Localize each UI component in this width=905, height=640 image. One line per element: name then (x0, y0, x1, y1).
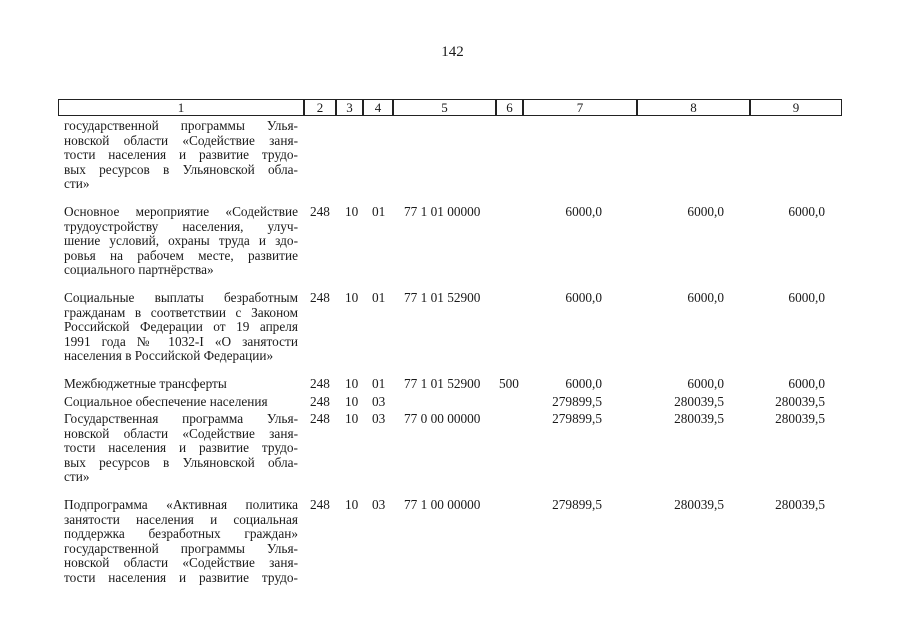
text-line: новской области «Содействие заня- (64, 132, 298, 148)
cell-col-5: 77 1 01 52900 (404, 290, 481, 305)
cell-col-7: 279899,5 (552, 497, 602, 512)
cell-col-7: 6000,0 (565, 290, 602, 305)
text-line: государственной программы Улья- (64, 118, 298, 133)
cell-col-4: 01 (372, 290, 386, 305)
cell-col-2: 248 (310, 290, 330, 305)
cell-col-7: 6000,0 (565, 204, 602, 219)
table-row-name (64, 205, 298, 278)
table-row-name (64, 498, 298, 586)
cell-col-3: 10 (345, 411, 359, 426)
cell-col-9: 280039,5 (775, 394, 825, 409)
cell-col-8: 280039,5 (674, 497, 724, 512)
cell-col-5: 77 1 01 52900 (404, 376, 481, 391)
text-line: 1991 года № 1032-I «О занятости (64, 333, 298, 349)
header-col-9: 9 (750, 99, 842, 116)
cell-col-4: 03 (372, 411, 386, 426)
cell-col-7: 6000,0 (565, 376, 602, 391)
cell-col-8: 6000,0 (687, 204, 724, 219)
cell-col-4: 03 (372, 394, 386, 409)
text-line: поддержка безработных граждан» (64, 526, 298, 542)
header-col-4: 4 (363, 99, 393, 116)
header-col-7: 7 (523, 99, 637, 116)
text-line: Российской Федерации от 19 апреля (64, 319, 298, 335)
header-col-3: 3 (336, 99, 363, 116)
cell-col-4: 01 (372, 376, 386, 391)
cell-col-8: 280039,5 (674, 411, 724, 426)
text-line: трудоустройству населения, улуч- (64, 218, 298, 234)
page-number: 142 (441, 44, 464, 60)
text-line: Социальное обеспечение населения (64, 394, 268, 409)
table-row-name (64, 395, 298, 410)
cell-col-9: 6000,0 (788, 204, 825, 219)
table-row-name (64, 377, 298, 392)
cell-col-9: 6000,0 (788, 290, 825, 305)
cell-col-8: 6000,0 (687, 376, 724, 391)
header-col-1: 1 (58, 99, 304, 116)
header-col-2: 2 (304, 99, 336, 116)
text-line: тости населения и развитие трудо- (64, 569, 298, 585)
cell-col-7: 279899,5 (552, 411, 602, 426)
cell-col-9: 280039,5 (775, 411, 825, 426)
text-line: населения в Российской Федерации» (64, 348, 274, 364)
cell-col-7: 279899,5 (552, 394, 602, 409)
text-line: тости населения и развитие трудо- (64, 440, 298, 456)
cell-col-2: 248 (310, 376, 330, 391)
text-line: сти» (64, 176, 90, 192)
table-row-name (64, 119, 298, 192)
cell-col-9: 6000,0 (788, 376, 825, 391)
cell-col-3: 10 (345, 204, 359, 219)
text-line: ровья на рабочем месте, развитие (64, 247, 298, 263)
text-line: Социальные выплаты безработным (64, 290, 298, 305)
text-line: новской области «Содействие заня- (64, 425, 298, 441)
header-col-8: 8 (637, 99, 750, 116)
table-row-name (64, 412, 298, 485)
header-col-5: 5 (393, 99, 496, 116)
text-line: Основное мероприятие «Содействие (64, 204, 298, 219)
cell-col-4: 01 (372, 204, 386, 219)
text-line: Межбюджетные трансферты (64, 376, 227, 391)
cell-col-3: 10 (345, 394, 359, 409)
cell-col-3: 10 (345, 497, 359, 512)
text-line: Государственная программа Улья- (64, 411, 298, 426)
cell-col-2: 248 (310, 394, 330, 409)
text-line: гражданам в соответствии с Законом (64, 304, 298, 320)
text-line: вых ресурсов в Ульяновской обла- (64, 161, 298, 177)
text-line: вых ресурсов в Ульяновской обла- (64, 454, 298, 470)
text-line: социального партнёрства» (64, 262, 214, 278)
cell-col-5: 77 1 00 00000 (404, 497, 481, 512)
cell-col-3: 10 (345, 290, 359, 305)
header-col-6: 6 (496, 99, 523, 116)
cell-col-5: 77 1 01 00000 (404, 204, 481, 219)
cell-col-9: 280039,5 (775, 497, 825, 512)
cell-col-2: 248 (310, 411, 330, 426)
cell-col-4: 03 (372, 497, 386, 512)
text-line: новской области «Содействие заня- (64, 555, 298, 571)
text-line: шение условий, охраны труда и здо- (64, 233, 298, 249)
cell-col-3: 10 (345, 376, 359, 391)
cell-col-8: 6000,0 (687, 290, 724, 305)
text-line: занятости населения и социальная (64, 511, 298, 527)
text-line: сти» (64, 469, 90, 485)
cell-col-2: 248 (310, 497, 330, 512)
cell-col-5: 77 0 00 00000 (404, 411, 481, 426)
text-line: Подпрограмма «Активная политика (64, 497, 298, 512)
cell-col-6: 500 (499, 376, 519, 391)
text-line: тости населения и развитие трудо- (64, 147, 298, 163)
text-line: государственной программы Улья- (64, 540, 298, 556)
cell-col-2: 248 (310, 204, 330, 219)
table-row-name (64, 291, 298, 364)
cell-col-8: 280039,5 (674, 394, 724, 409)
